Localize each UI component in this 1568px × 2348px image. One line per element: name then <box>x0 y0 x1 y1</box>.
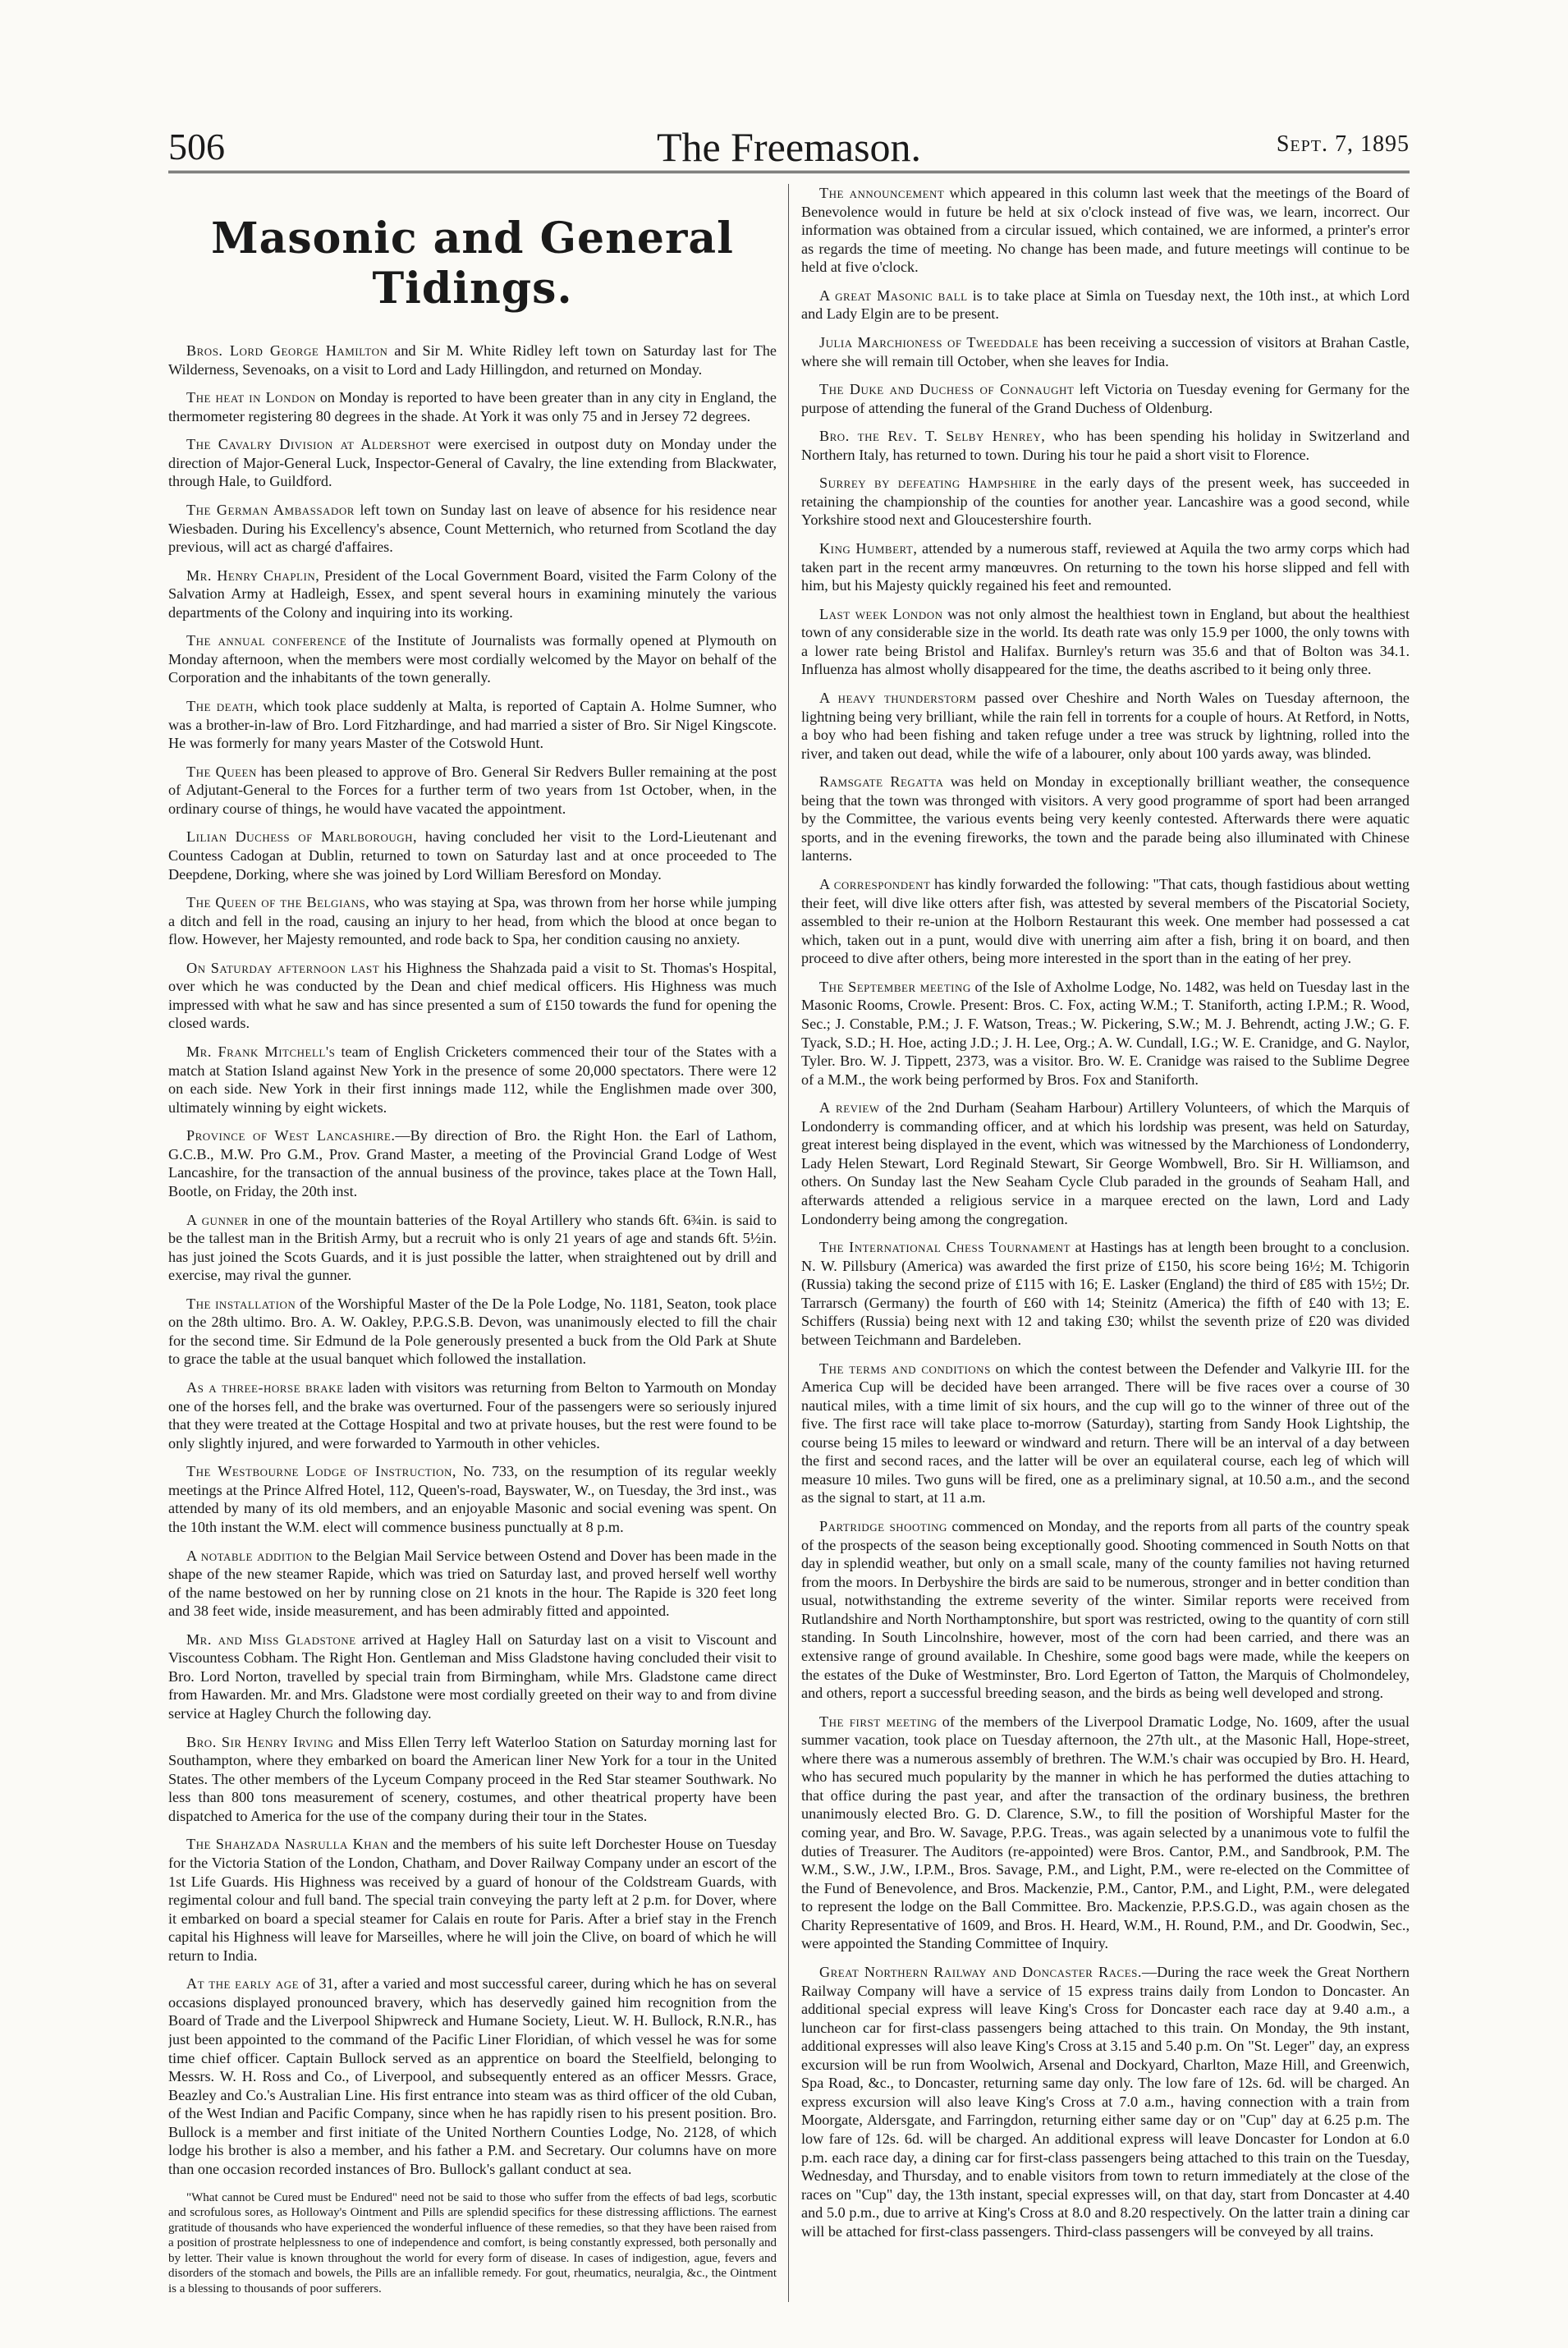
news-item-lead: The installation <box>186 1295 296 1312</box>
news-item-lead: The International Chess Tournament <box>819 1239 1071 1256</box>
news-item-text: of the 2nd Durham (Seaham Harbour) Artillery Volunteers, of which the Marquis of Londonderry is commanding officer, and at which his lordship was present, was held on Saturday, great interest being displayed in the event, which was witnessed by the Marchioness of Londonderry, Lady Helen Stewart, Lord Reginald Stewart, Sir George Wombwell, Bro. Sir H. Williamson, and others. On Sunday last the New Seaham Cycle Club paraded in the grounds of Seaham Hall, and afterwards attended a religious service in a marquee erected on the lawn, Lord and Lady Londonderry being among the congregation. <box>801 1099 1410 1227</box>
news-item-text: on which the contest between the Defender and Valkyrie III. for the America Cup will be decided have been arranged. There will be five races over a course of 30 nautical miles, with a time limit of six hours, and the cup will go to the winner of three out of the five. The first race will take place to-morrow (Saturday), starting from Sandy Hook Lightship, the course being 15 miles to leeward or windward and return. There will be an interval of a day between the first and second races, and the latter will be over an equilateral course, each leg of which will measure 10 miles. Two guns will be fired, one as a preliminary signal, at 10.50 a.m., and the second as the signal to start, at 11 a.m. <box>801 1360 1410 1506</box>
news-item-text: passed over Cheshire and North Wales on Tuesday afternoon, the lightning being very brilliant, while the rain fell in torrents for a couple of hours. At Retford, in Notts, a boy who had been fishing and taken refuge under a tree was struck by lightning, rolled into the river, and taken out dead, while the wife of a labourer, only about 100 yards away, was blinded. <box>801 689 1410 762</box>
right-column <box>801 184 1410 2302</box>
news-item <box>801 539 1410 595</box>
news-item <box>168 959 777 1033</box>
news-item <box>168 697 777 753</box>
news-item-lead: King Humbert, <box>819 540 918 557</box>
news-item-lead: The heat in London <box>186 389 316 406</box>
news-item <box>168 1295 777 1369</box>
issue-date: Sept. 7, 1895 <box>1276 131 1410 157</box>
publication-title: The Freemason. <box>656 124 922 170</box>
news-item <box>168 893 777 949</box>
news-item <box>168 1630 777 1723</box>
news-item <box>801 773 1410 865</box>
news-item <box>801 184 1410 277</box>
news-item-text: No. 733, on the resumption of its regular weekly meetings at the Prince Alfred Hotel, 112, Queen's-road, Bayswater, W., on Tuesday, the 3rd inst., was attended by many of its old members, and an enjoyable Masonic and social evening was spent. On the 10th instant the W.M. elect will commence business punctually at 8 p.m. <box>168 1463 777 1535</box>
news-item-text: which appeared in this column last week that the meetings of the Board of Benevolence would in future be held at six o'clock instead of five was, we learn, incorrect. Our information was obtained from a circular issued, which contained, we are informed, a printer's error as regards the time of meeting. No change has been made, and future meetings will continue to be held at five o'clock. <box>801 185 1410 276</box>
news-item-text: his Highness the Shahzada paid a visit to St. Thomas's Hospital, over which he was conducted by the Dean and chief medical officers. His Highness was much impressed with what he saw and has since presented a sum of £150 towards the fund for opening the closed wards. <box>168 959 777 1032</box>
news-item <box>168 763 777 819</box>
news-item-lead: On Saturday afternoon last <box>186 959 380 976</box>
news-item-text: of the Worshipful Master of the De la Pole Lodge, No. 1181, Seaton, took place on the 28th ultimo. Bro. A. W. Oakley, P.P.G.S.B. Devon, was unanimously elected to fill the chair for the second time. Sir Edmund de la Pole generously presented a buck from the Old Park at Shute to grace the table at the usual banquet which followed the installation. <box>168 1295 777 1368</box>
news-item-lead: The Duke and Duchess of Connaught <box>819 381 1075 398</box>
news-item-text: President of the Local Government Board, visited the Farm Colony of the Salvation Army at Hadleigh, Essex, and spent several hours in examining minutely the various departments of the Colony and inquiring into its working. <box>168 566 777 621</box>
news-item <box>168 1733 777 1826</box>
news-item-lead: The September meeting <box>819 978 971 995</box>
left-column <box>168 184 777 2302</box>
news-item-lead: At the early age <box>186 1975 300 1993</box>
news-item <box>168 566 777 622</box>
news-item-text: on Monday is reported to have been greater than in any city in England, the thermometer registering 80 degrees in the shade. At York it was only 75 and in Jersey 72 degrees. <box>168 389 777 424</box>
news-item-text: was not only almost the healthiest town in England, but about the healthiest town of any considerable size in the world. Its death rate was only 15.9 per 1000, the only towns with a lower rate being Bristol and Halifax. Burnley's return was 35.6 and that of Bolton was 34.1. Influenza has almost wholly disappeared for the time, the deaths ascribed to it being only three. <box>801 605 1410 678</box>
news-item-text: left Victoria on Tuesday evening for Germany for the purpose of attending the funeral of the Grand Duchess of Oldenburg. <box>801 381 1410 416</box>
news-item <box>801 689 1410 763</box>
news-item-lead: Great Northern Railway and Doncaster Races. <box>819 1963 1142 1980</box>
news-item-lead: The Cavalry Division at Aldershot <box>186 436 431 453</box>
news-item-text: left town on Sunday last on leave of absence for his residence near Wiesbaden. During his Excellency's absence, Count Metternich, who returned from Scotland the day previous, will act as chargé d'affaires. <box>168 501 777 556</box>
news-item-text: commenced on Monday, and the reports from all parts of the country speak of the prospects of the season being exceptionally good. Shooting commenced in South Notts on that day in splendid weather, but only on a small scale, many of the county families not having returned from the moors. In Derbyshire the birds are said to be numerous, stronger and in better condition than usual, notwithstanding the extreme severity of the winter. Similar reports were received from Rutlandshire and North Northamptonshire, but sport was restricted, owing to the quantity of corn still standing. In South Lincolnshire, however, most of the corn had been carried, and there was an extensive range of ground available. In Cheshire, some good bags were made, while the keepers on the estates of the Duke of Westminster, Bro. Lord Egerton of Tatton, the Marquis of Cholmondeley, and others, report a successful breeding season, and the birds as being well developed and strong. <box>801 1518 1410 1702</box>
news-item-text: having concluded her visit to the Lord-Lieutenant and Countess Cadogan at Dublin, returned to town on Saturday last and at once proceeded to The Deepdene, Dorking, where she was joined by Lord William Beresford on Monday. <box>168 828 777 883</box>
column-divider <box>788 184 789 2302</box>
news-item-text: were exercised in outpost duty on Monday under the direction of Major-General Luck, Inspector-General of Cavalry, the line extending from Blackwater, through Hale, to Guildford. <box>168 436 777 490</box>
news-item-lead: Lilian Duchess of Marlborough, <box>186 828 418 846</box>
news-item-text: has been pleased to approve of Bro. General Sir Redvers Buller remaining at the post of Adjutant-General to the Forces for a further term of two years from 1st October, when, in the ordinary course of things, he would have vacated the appointment. <box>168 763 777 817</box>
news-item-lead: Bro. the Rev. T. Selby Henrey, <box>819 428 1046 445</box>
news-item <box>801 333 1410 370</box>
news-item-lead: Mr. and Miss Gladstone <box>186 1630 356 1648</box>
news-item-text: has kindly forwarded the following: "That cats, though fastidious about wetting their feet, will dive like otters after fish, was attested by several members of the Piscatorial Society, assembled to their re-union at the Holborn Restaurant this week. One member had possessed a cat which, taken out in a punt, would dive with unerring aim after a fish, bring it on board, and then proceed to dive after others, being more interested in the sport than in the eating of her prey. <box>801 876 1410 967</box>
news-item <box>168 1974 777 2178</box>
news-item-text: arrived at Hagley Hall on Saturday last on a visit to Viscount and Viscountess Cobham. The Right Hon. Gentleman and Miss Gladstone having concluded their visit to Bro. Lord Norton, travelled by special train from Birmingham, while Mrs. Gladstone came direct from Hawarden. Mr. and Mrs. Gladstone were most cordially greeted on their way to and from divine service at Hagley Church the following day. <box>168 1630 777 1722</box>
news-item <box>801 287 1410 323</box>
news-item-lead: The Shahzada Nasrulla Khan <box>186 1836 388 1853</box>
news-item-lead: Bro. Sir Henry Irving <box>186 1733 334 1750</box>
news-item-lead: The Queen <box>186 763 257 780</box>
news-item-text: —By direction of Bro. the Right Hon. the Earl of Lathom, G.C.B., M.W. Pro G.M., Prov. Grand Master, a meeting of the Provincial Grand Lodge of West Lancashire, for the transaction of the annual business of the province, takes place at the Town Hall, Bootle, on Friday, the 20th inst. <box>168 1127 777 1199</box>
news-item-lead: The terms and conditions <box>819 1360 991 1377</box>
news-item-lead: The Queen of the Belgians, <box>186 894 370 911</box>
masthead <box>168 123 1410 173</box>
news-item-text: has been receiving a succession of visitors at Brahan Castle, where she will remain till October, when she leaves for India. <box>801 333 1410 369</box>
news-item-text: laden with visitors was returning from Belton to Yarmouth on Monday one of the horses fell, and the brake was overturned. Four of the passengers were so seriously injured that they were treated at the Cottage Hospital and two at private houses, but the rest were found to be only slightly injured, and were forwarded to Yarmouth in other vehicles. <box>168 1379 777 1451</box>
news-item-text: and Sir M. White Ridley left town on Saturday last for The Wilderness, Sevenoaks, on a visit to Lord and Lady Hillingdon, and returned on Monday. <box>168 342 777 378</box>
news-item-text: to the Belgian Mail Service between Ostend and Dover has been made in the shape of the new steamer Rapide, which was tried on Saturday last, and proved herself well worthy of the name bestowed on her by running close on 21 knots in the hour. The Rapide is 320 feet long and 38 feet wide, inside measurement, and has been admirably fitted and appointed. <box>168 1547 777 1620</box>
news-item <box>168 1835 777 1965</box>
advertisement-notice: "What cannot be Cured must be Endured" need not be said to those who suffer from the effects of bad legs, scorbutic and scrofulous sores, as Holloway's Ointment and Pills are splendid specifics for these distressing afflictions. The earnest gratitude of thousands who have experienced the wonderful influence of these remedies, so that they have been raised from a position of prostrate helplessness to one of independence and comfort, is being constantly expressed, both personally and by letter. Their value is known throughout the world for every form of disease. In cases of indigestion, ague, fevers and disorders of the stomach and bowels, the Pills are an infallible remedy. For gout, rheumatics, neuralgia, &c., the Ointment is a blessing to thousands of poor sufferers. <box>168 2190 777 2295</box>
news-item-text: team of English Cricketers commenced their tour of the States with a match at Station Island against New York in the presence of some 20,000 spectators. There were 12 on each side. New York in their first innings made 112, while the Englishmen made over 300, ultimately winning by eight wickets. <box>168 1043 777 1116</box>
news-item-lead: The annual conference <box>186 632 347 649</box>
news-item <box>801 605 1410 679</box>
news-item-text: and Miss Ellen Terry left Waterloo Station on Saturday morning last for Southampton, where they embarked on board the American liner New York for a tour in the United States. The other members of the Lyceum Company proceed in the Red Star steamer Southwark. No less than 800 tons measurement of scenery, costumes, and other theatrical property have been dispatched to America for the use of the company during their tour in the States. <box>168 1733 777 1824</box>
news-item-text: —During the race week the Great Northern Railway Company will have a service of 15 express trains daily from London to Doncaster. An additional special express will leave King's Cross for Doncaster each race day at 9.40 a.m., a luncheon car for first-class passengers being attached to this train. On Monday, the 9th instant, additional expresses will also leave King's Cross at 3.15 and 5.40 p.m. On "St. Leger" day, an express excursion will be run from Woolwich, Arsenal and Dockyard, Charlton, Maze Hill, and Greenwich, Spa Road, &c., to Doncaster, returning same day only. The low fare of 12s. 6d. will be charged. An express excursion will also leave King's Cross at 7.0 a.m., having connection with a train from Moorgate, Aldersgate, and Farringdon, returning either same day or on "Cup" day at 6.25 p.m. The low fare of 12s. 6d. will be charged. An additional express will leave Doncaster for London at 6.0 p.m. each race day, a dining car for first-class passengers being attached to this train on the Tuesday, Wednesday, and Thursday, and to enable visitors from town to return immediately at the close of the races on "Cup" day, the 13th instant, special expresses will, on that day, start from Doncaster at 4.40 and 5.0 p.m., due to arrive at King's Cross at 8.0 and 8.20 respectively. On the latter train a dining car will be attached for first-class passengers. Third-class passengers will be conveyed by all trains. <box>801 1963 1410 2240</box>
news-item-text: who was staying at Spa, was thrown from her horse while jumping a ditch and fell in the road, causing an injury to her head, from which the blood at once began to flow. However, her Majesty remounted, and rode back to Spa, her condition causing no anxiety. <box>168 894 777 948</box>
news-item-text: and the members of his suite left Dorchester House on Tuesday for the Victoria Station of the London, Chatham, and Dover Railway Company under an escort of the 1st Life Guards. His Highness was received by a guard of honour of the Coldstream Guards, with regimental colour and full band. The special train conveying the party left at 2 p.m. for Dover, where it embarked on board a special steamer for Calais en route for Paris. After a brief stay in the French capital his Highness will leave for Marseilles, where he will join the Clive, on board of which he will return to India. <box>168 1836 777 1964</box>
news-item-lead: The Westbourne Lodge of Instruction, <box>186 1463 456 1480</box>
news-item-lead: A heavy thunderstorm <box>819 689 977 706</box>
news-item-text: of the Institute of Journalists was formally opened at Plymouth on Monday afternoon, when the members were most cordially welcomed by the Mayor on behalf of the Corporation and the inhabitants of the town generally. <box>168 632 777 686</box>
news-item-lead: As a three-horse brake <box>186 1379 344 1396</box>
news-item-lead: A great Masonic ball <box>819 287 968 304</box>
news-item <box>168 1211 777 1285</box>
news-item-text: of the members of the Liverpool Dramatic Lodge, No. 1609, after the usual summer vacation, took place on Tuesday afternoon, the 27th ult., at the Masonic Hall, Hope-street, where there was a numerous assembly of brethren. The W.M.'s chair was occupied by Bro. H. Heard, who has secured much popularity by the manner in which he has performed the duties attaching to that office during the past year, and after the transaction of the ordinary business, the brethren unanimously elected Bro. G. D. Clarence, S.W., to fill the position of Worshipful Master for the coming year, and Bro. W. Savage, P.P.G. Treas., was again selected by a unanimous vote to fulfil the duties of Treasurer. The Auditors (re-appointed) were Bros. Cantor, P.M., and Sandbrook, P.M. The W.M., S.W., J.W., I.P.M., Bros. Savage, P.M., and Light, P.M., were re-elected on the Committee of the Fund of Benevolence, and Bros. Mackenzie, P.M., Cantor, P.M., and Light, P.M., were delegated to represent the lodge on the Ball Committee. Bro. Mackenzie, P.P.S.G.D., was again chosen as the Charity Representative of 1609, and Bros. H. Heard, W.M., H. Round, P.M., and Dr. Goodwin, Sec., were appointed the Standing Committee of Inquiry. <box>801 1713 1410 1952</box>
news-item <box>801 875 1410 968</box>
news-item <box>168 501 777 557</box>
news-item-lead: The first meeting <box>819 1713 938 1730</box>
news-item <box>168 828 777 883</box>
news-item-lead: The announcement <box>819 185 945 201</box>
news-item-text: in one of the mountain batteries of the Royal Artillery who stands 6ft. 6¾in. is said to be the tallest man in the British Army, but a recruit who is only 21 years of age and stands 6ft. 5½in. has just joined the Scots Guards, and it is just possible the latter, when straightened out by drill and exercise, may rival the gunner. <box>168 1211 777 1284</box>
news-item-text: which took place suddenly at Malta, is reported of Captain A. Holme Sumner, who was a brother-in-law of Bro. Lord Fitzhardinge, and had married a sister of Bro. Sir Nigel Kingscote. He was formerly for many years Master of the Cotswold Hunt. <box>168 698 777 752</box>
news-item <box>801 1098 1410 1228</box>
news-item <box>168 1547 777 1621</box>
news-item-lead: Mr. Henry Chaplin, <box>186 566 320 584</box>
news-item <box>168 1462 777 1536</box>
news-item <box>801 1713 1410 1953</box>
news-item-lead: Julia Marchioness of Tweeddale <box>819 333 1039 351</box>
news-item-text: of 31, after a varied and most successful career, during which he has on several occasions displayed pronounced bravery, which has deservedly gained him recognition from the Board of Trade and the Liverpool Shipwreck and Humane Society, Lieut. W. H. Bullock, R.N.R., has just been appointed to the command of the Pacific Liner Floridian, of which vessel he was for some time chief officer. Captain Bullock served as an apprentice on board the Steelfield, belonging to Messrs. W. H. Ross and Co., of Liverpool, and subsequently entered as an officer Messrs. Grace, Beazley and Co.'s Australian Line. His first entrance into steam was as third officer of the old Cuban, of the West Indian and Pacific Company, since when he has rapidly risen to his present position. Bro. Bullock is a member and first initiate of the United Northern Counties Lodge, No. 2128, of which lodge his brother is also a member, and his father a P.M. and Secretary. Our columns have on more than one occasion recorded instances of Bro. Bullock's gallant conduct at sea. <box>168 1975 777 2177</box>
article-columns <box>168 184 1410 2302</box>
news-item-lead: A review <box>819 1099 880 1117</box>
section-title: Masonic and General Tidings. <box>211 213 734 314</box>
news-item-lead: Bros. Lord George Hamilton <box>186 342 388 359</box>
news-item <box>168 1378 777 1452</box>
news-item <box>801 1238 1410 1349</box>
news-item-lead: The death, <box>186 698 258 714</box>
news-item <box>168 631 777 687</box>
news-item-lead: A correspondent <box>819 876 931 892</box>
news-item <box>168 388 777 425</box>
news-item-text: of the Isle of Axholme Lodge, No. 1482, was held on Tuesday last in the Masonic Rooms, Crowle. Present: Bros. C. Fox, acting W.M.; T. Staniforth, acting I.P.M.; R. Wood, Sec.; J. Constable, P.M.; J. F. Watson, Treas.; W. Pickering, S.W.; M. J. Behrendt, acting J.W.; G. F. Tyack, S.D.; H. Hoe, acting J.D.; J. H. Lee, Org.; A. W. Cundall, I.G.; W. E. Cranidge, and G. Naylor, Tyler. Bro. W. J. Tippett, 2373, was a visitor. Bro. W. E. Cranidge was raised to the Sublime Degree of a M.M., the work being performed by Bros. Fox and Staniforth. <box>801 978 1410 1088</box>
news-item-lead: A notable addition <box>186 1547 313 1564</box>
left-column-items <box>168 342 777 2179</box>
news-item-text: at Hastings has at length been brought to a conclusion. N. W. Pillsbury (America) was awarded the first prize of £150, his score being 16½; M. Tchigorin (Russia) taking the second prize of £115 with 16; E. Lasker (England) the third of £85 with 15½; Dr. Tarrarsch (Germany) the fourth of £60 with 14; Steinitz (America) the fifth of £40 with 13; E. Schiffers (Russia) being next with 12 and taking £30; whilst the seventh prize of £20 was divided between Teichmann and Bardeleben. <box>801 1239 1410 1348</box>
news-item <box>801 978 1410 1089</box>
news-item-lead: Mr. Frank Mitchell's <box>186 1043 336 1060</box>
news-item <box>168 1043 777 1117</box>
news-item-text: in the early days of the present week, has succeeded in retaining the championship of the counties for another year. Lancashire was a good second, while Yorkshire stood next and Gloucestershire fourth. <box>801 475 1410 529</box>
news-item <box>801 474 1410 530</box>
news-item <box>801 380 1410 417</box>
news-item <box>168 1126 777 1200</box>
news-item-lead: The German Ambassador <box>186 501 355 518</box>
right-column-items <box>801 184 1410 2240</box>
news-item-lead: A gunner <box>186 1211 249 1228</box>
news-item-lead: Province of West Lancashire. <box>186 1127 396 1144</box>
news-item <box>801 427 1410 464</box>
news-item-text: who has been spending his holiday in Switzerland and Northern Italy, has returned to town. During his tour he paid a short visit to Florence. <box>801 428 1410 463</box>
news-item-text: attended by a numerous staff, reviewed at Aquila the two army corps which had taken part in the recent army manœuvres. On returning to the town his horse slipped and fell with him, but his Majesty quickly regained his feet and remounted. <box>801 540 1410 594</box>
news-item <box>801 1963 1410 2240</box>
news-item <box>168 435 777 491</box>
news-item-text: was held on Monday in exceptionally brilliant weather, the consequence being that the town was thronged with visitors. A very good programme of sport had been arranged by the Committee, the various events being very keenly contested. Afterwards there were aquatic sports, and in the evening fireworks, the town and the parade being also illuminated with Chinese lanterns. <box>801 773 1410 864</box>
news-item <box>801 1360 1410 1508</box>
news-item-lead: Surrey by defeating Hampshire <box>819 475 1037 492</box>
news-item-text: is to take place at Simla on Tuesday next, the 10th inst., at which Lord and Lady Elgin are to be present. <box>801 287 1410 323</box>
newspaper-page <box>168 123 1410 2307</box>
page-number: 506 <box>168 126 225 167</box>
news-item-lead: Last week London <box>819 605 943 622</box>
news-item-lead: Partridge shooting <box>819 1518 947 1534</box>
news-item-lead: Ramsgate Regatta <box>819 773 944 791</box>
news-item <box>168 342 777 378</box>
news-item <box>801 1517 1410 1703</box>
